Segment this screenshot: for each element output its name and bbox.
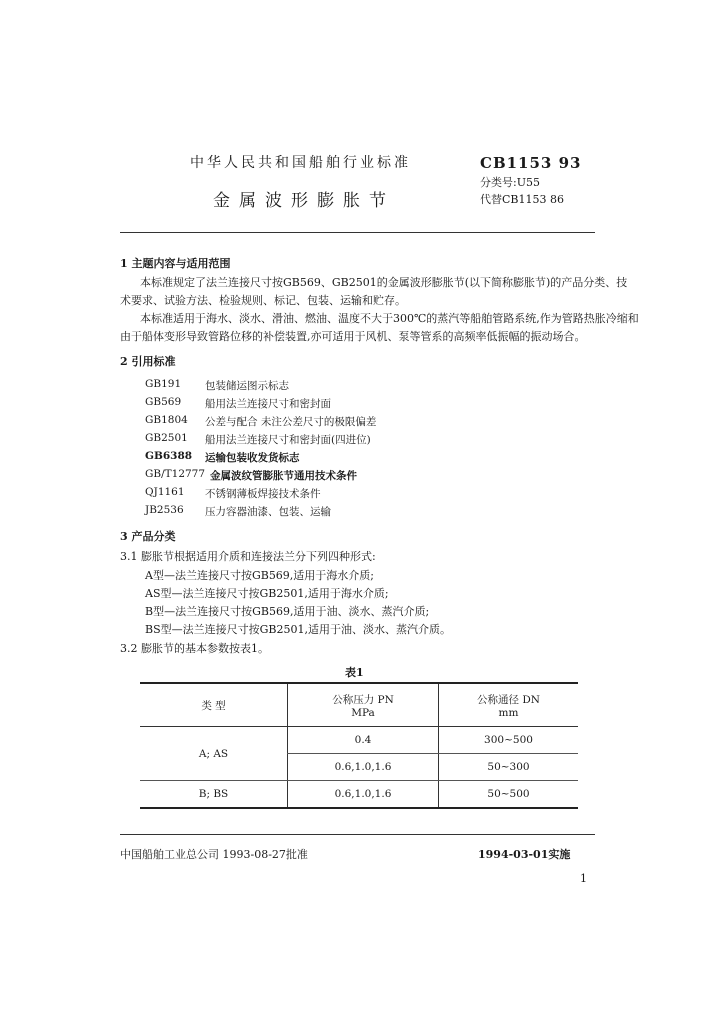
reference-code: GB/T12777: [145, 468, 206, 480]
reference-code: QJ1161: [145, 486, 185, 498]
column-header-pressure-unit: MPa: [351, 706, 375, 719]
reference-name: 不锈钢薄板焊接技术条件: [205, 488, 321, 500]
reference-code: JB2536: [145, 504, 184, 516]
table-row: [140, 727, 578, 754]
reference-code: GB1804: [145, 414, 188, 426]
column-header-diameter: [439, 683, 579, 727]
type-a-description: A型—法兰连接尺寸按GB569,适用于海水介质;: [145, 569, 375, 582]
type-as-description: AS型—法兰连接尺寸按GB2501,适用于海水介质;: [145, 587, 389, 600]
table-caption: 表1: [345, 666, 364, 679]
pressure-cell: 0.4: [288, 727, 439, 754]
column-header-pressure: [288, 683, 439, 727]
diameter-cell: 50~300: [439, 754, 579, 781]
column-header-diameter-label: 公称通径 DN: [477, 693, 540, 706]
standard-code: CB1153 93: [480, 154, 582, 172]
pressure-cell: 0.6,1.0,1.6: [288, 781, 439, 809]
reference-code: GB2501: [145, 432, 188, 444]
column-header-type: 类 型: [140, 683, 288, 727]
table-row: [140, 781, 578, 809]
footer-divider: [120, 834, 595, 835]
clause-3-1: 3.1 膨胀节根据适用介质和连接法兰分下列四种形式:: [120, 550, 376, 563]
diameter-cell: 50~500: [439, 781, 579, 809]
reference-code: GB191: [145, 378, 182, 390]
page-number: 1: [580, 872, 587, 885]
column-header-pressure-label: 公称压力 PN: [332, 693, 394, 706]
approval-statement: 中国船舶工业总公司 1993-08-27批准: [120, 848, 308, 861]
classification-number: 分类号:U55: [480, 176, 540, 189]
column-header-diameter-unit: mm: [498, 706, 519, 719]
replaces-standard: 代替CB1153 86: [480, 193, 564, 206]
reference-name: 金属波纹管膨胀节通用技术条件: [210, 470, 357, 482]
standard-title: 金属波形膨胀节: [213, 191, 395, 211]
type-cell: B; BS: [140, 781, 288, 809]
effective-date: 1994-03-01实施: [478, 848, 571, 861]
clause-3-2: 3.2 膨胀节的基本参数按表1。: [120, 642, 269, 655]
reference-name: 船用法兰连接尺寸和密封面: [205, 398, 331, 410]
reference-code: GB569: [145, 396, 182, 408]
reference-name: 船用法兰连接尺寸和密封面(四进位): [205, 434, 371, 446]
section-1-paragraph-2-line-2: 由于船体变形导致管路位移的补偿装置,亦可适用于风机、泵等管系的高频率低振幅的振动场合。: [120, 330, 586, 343]
section-1-paragraph-2-line-1: 本标准适用于海水、淡水、滑油、燃油、温度不大于300℃的蒸汽等船舶管路系统,作为管路热胀冷缩和: [140, 312, 639, 325]
type-bs-description: BS型—法兰连接尺寸按GB2501,适用于油、淡水、蒸汽介质。: [145, 623, 451, 636]
diameter-cell: 300~500: [439, 727, 579, 754]
pressure-cell: 0.6,1.0,1.6: [288, 754, 439, 781]
issuing-organization: 中华人民共和国船舶行业标准: [190, 155, 411, 171]
section-3-heading: 3 产品分类: [120, 530, 176, 543]
header-divider: [120, 232, 595, 233]
reference-name: 压力容器油漆、包装、运输: [205, 506, 331, 518]
section-2-heading: 2 引用标准: [120, 355, 176, 368]
section-1-paragraph-1-line-1: 本标准规定了法兰连接尺寸按GB569、GB2501的金属波形膨胀节(以下简称膨胀节)的产品分类、技: [140, 276, 628, 289]
table-header-row: [140, 683, 578, 727]
section-1-heading: 1 主题内容与适用范围: [120, 257, 231, 270]
section-1-paragraph-1-line-2: 术要求、试验方法、检验规则、标记、包装、运输和贮存。: [120, 294, 406, 307]
parameters-table: [140, 682, 578, 809]
type-b-description: B型—法兰连接尺寸按GB569,适用于油、淡水、蒸汽介质;: [145, 605, 430, 618]
reference-code: GB6388: [145, 450, 193, 462]
reference-name: 公差与配合 未注公差尺寸的极限偏差: [205, 416, 377, 428]
reference-name: 运输包装收发货标志: [205, 452, 300, 464]
reference-name: 包装储运图示标志: [205, 380, 289, 392]
type-cell: A; AS: [140, 727, 288, 781]
